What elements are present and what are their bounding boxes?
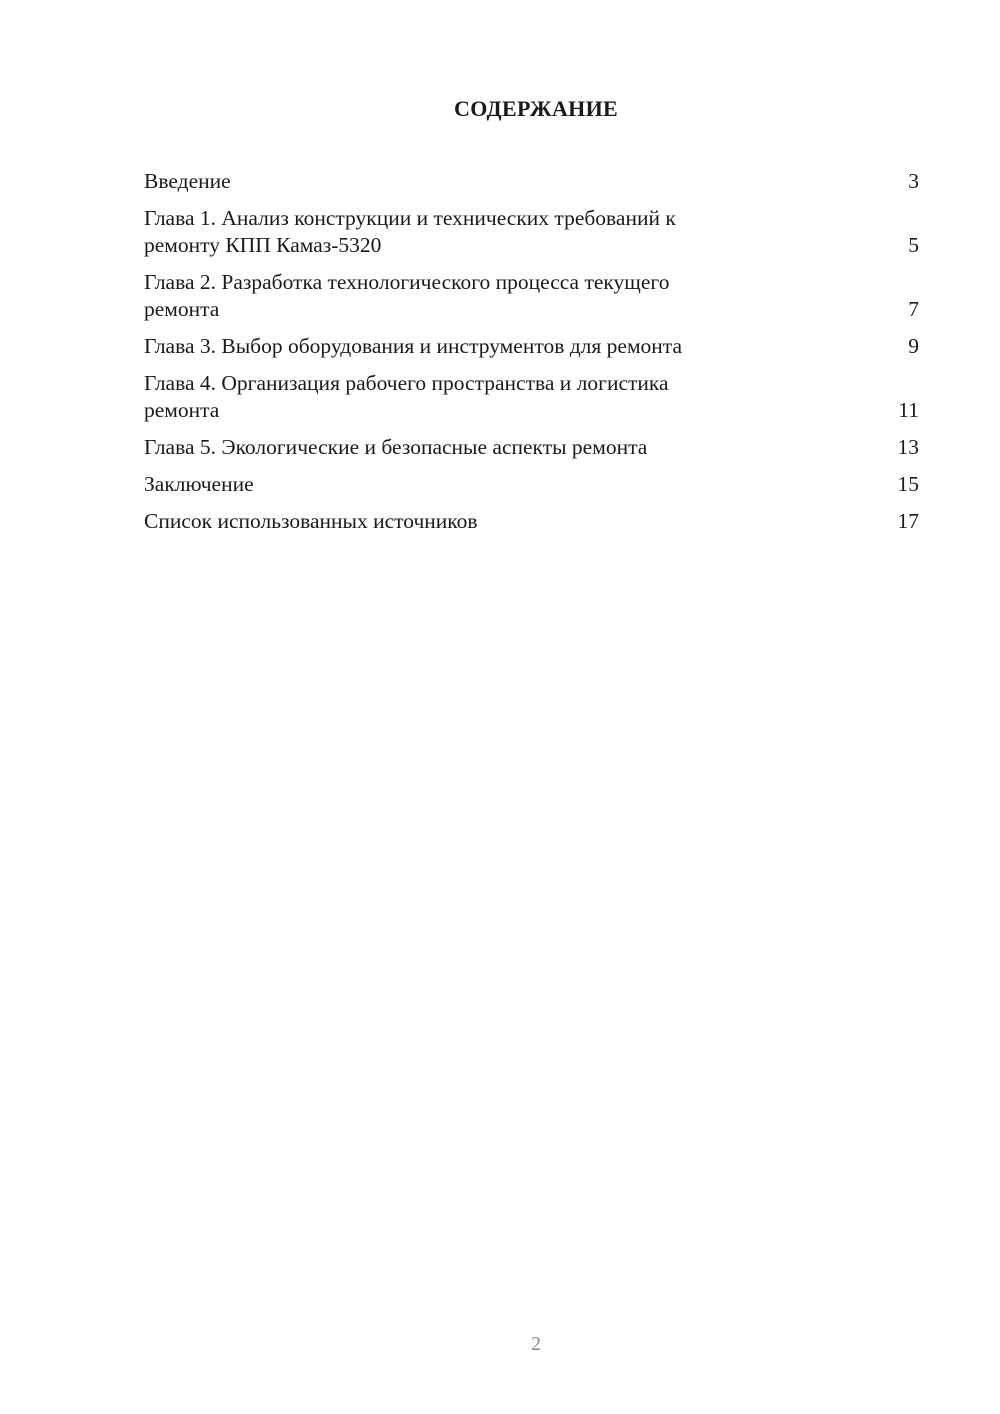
toc-entry-page: 11 xyxy=(898,398,919,422)
toc-entry-page: 17 xyxy=(897,509,919,533)
toc-entry-label: Глава 2. Разработка технологического процесса текущего ремонта xyxy=(144,270,670,321)
toc-entry-label: Глава 1. Анализ конструкции и технических требований к ремонту КПП Камаз-5320 xyxy=(144,206,676,257)
toc-entry-page: 3 xyxy=(908,169,919,193)
toc-entry-label: Заключение xyxy=(144,472,254,496)
toc-entry-chapter-4[interactable] xyxy=(144,370,919,424)
toc-entry-label: Список использованных источников xyxy=(144,509,478,533)
page-number: 2 xyxy=(531,1333,541,1355)
toc-entry-page: 5 xyxy=(908,233,919,257)
toc-entry-conclusion[interactable] xyxy=(144,471,919,498)
toc-entry-page: 15 xyxy=(897,472,919,496)
toc-entry-page: 7 xyxy=(908,297,919,321)
page-title: СОДЕРЖАНИЕ xyxy=(454,96,618,121)
toc-entry-chapter-1[interactable] xyxy=(144,205,919,259)
toc-entry-introduction[interactable] xyxy=(144,168,919,195)
toc-entry-chapter-5[interactable] xyxy=(144,434,919,461)
toc-entry-page: 9 xyxy=(908,334,919,358)
table-of-contents xyxy=(144,168,919,545)
toc-entry-label: Глава 5. Экологические и безопасные аспекты ремонта xyxy=(144,435,648,459)
toc-entry-label: Глава 4. Организация рабочего пространства и логистика ремонта xyxy=(144,371,669,422)
toc-entry-chapter-2[interactable] xyxy=(144,269,919,323)
toc-entry-label: Глава 3. Выбор оборудования и инструментов для ремонта xyxy=(144,334,683,358)
toc-entry-chapter-3[interactable] xyxy=(144,333,919,360)
toc-entry-page: 13 xyxy=(897,435,919,459)
toc-entry-label: Введение xyxy=(144,169,231,193)
toc-entry-references[interactable] xyxy=(144,508,919,535)
